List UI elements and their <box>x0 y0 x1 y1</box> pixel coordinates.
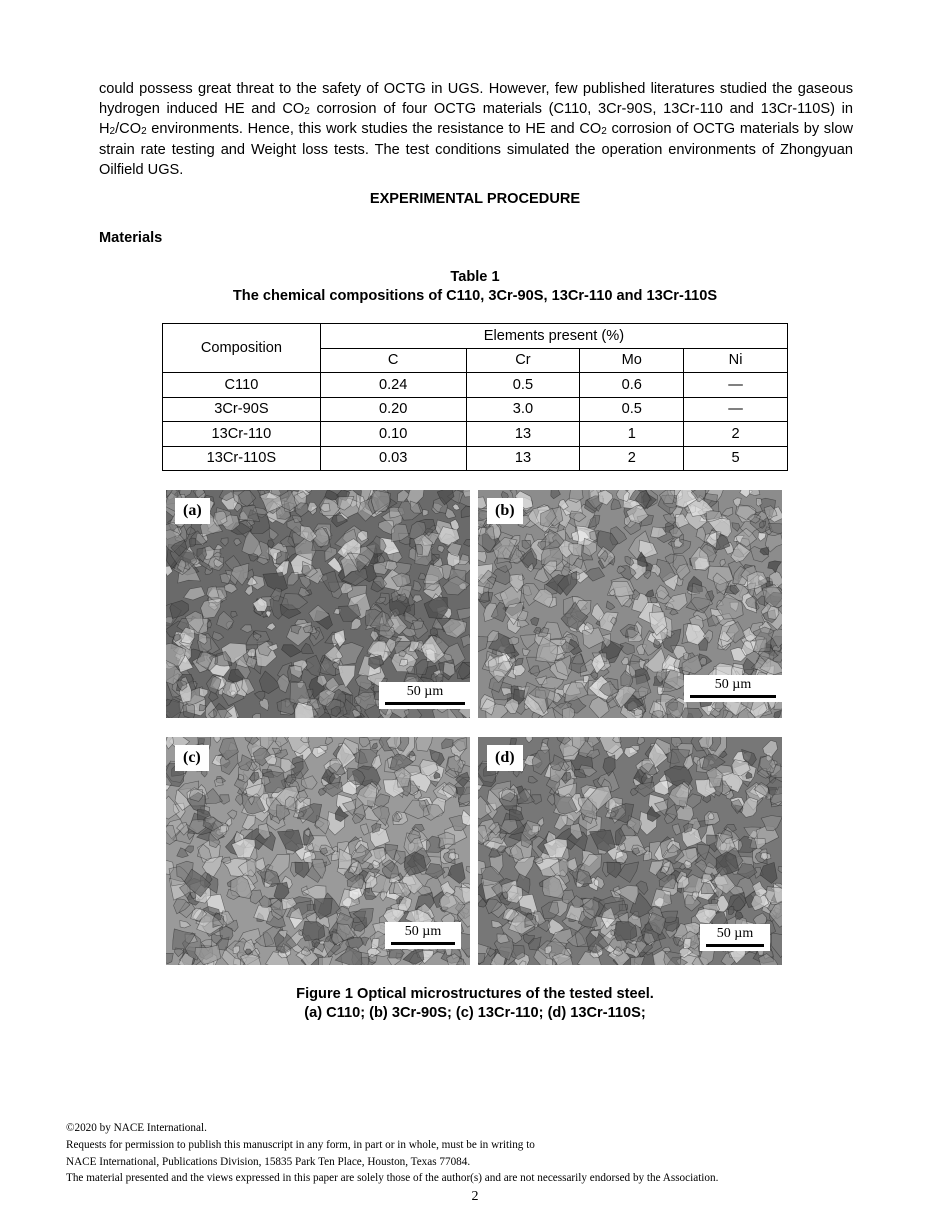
micrograph-b <box>478 490 782 718</box>
cell-c: 0.03 <box>320 446 466 471</box>
footer <box>66 1120 718 1187</box>
figure-caption <box>0 985 950 1023</box>
row-name: 13Cr-110S <box>163 446 321 471</box>
cell-c: 0.20 <box>320 397 466 422</box>
cell-cr: 13 <box>466 446 580 471</box>
panel-label-d: (d) <box>487 745 523 771</box>
scale-bar-c <box>385 922 461 949</box>
micrograph-a <box>166 490 470 718</box>
header-mo: Mo <box>580 348 684 373</box>
footer-disclaimer: The material presented and the views expressed in this paper are solely those of the author(s) and are not necessarily endorsed by the Association. <box>66 1172 719 1185</box>
footer-permission: Requests for permission to publish this manuscript in any form, in part or in whole, must be in writing to <box>66 1138 535 1151</box>
intro-paragraph: could possess great threat to the safety of OCTG in UGS. However, few published literatures studied the gaseous hydrogen induced HE and $CO_2$ corrosion of four OCTG materials (C110, 3Cr-90S, 13Cr-110 and 13Cr-110S) in $H_2/CO_2$ environments. Hence, this work studies the resistance to HE and $CO_2$ corrosion of OCTG materials by slow strain rate testing and Weight loss tests. The test conditions simulated the operation environments of Zhongyuan Oilfield UGS. <box>99 81 853 178</box>
scale-bar-b-line <box>690 695 776 698</box>
table-header-row <box>163 324 788 349</box>
table-title: The chemical compositions of C110, 3Cr-90S, 13Cr-110 and 13Cr-110S <box>232 288 718 304</box>
scale-bar-b <box>684 675 782 702</box>
header-elements-present: Elements present (%) <box>320 324 787 349</box>
cell-mo: 2 <box>580 446 684 471</box>
header-ni: Ni <box>684 348 788 373</box>
row-name: 3Cr-90S <box>163 397 321 422</box>
table-row <box>163 446 788 471</box>
figure-caption-line1: Figure 1 Optical microstructures of the tested steel. <box>296 986 654 1002</box>
scale-bar-b-text: 50 µm <box>714 677 752 692</box>
panel-label-b: (b) <box>487 498 523 524</box>
cell-ni: 2 <box>684 422 788 447</box>
scale-bar-c-text: 50 µm <box>404 924 442 939</box>
table-label: Table 1 <box>450 269 500 285</box>
row-name: C110 <box>163 373 321 398</box>
scale-bar-c-line <box>391 942 455 945</box>
cell-ni: — <box>684 397 788 422</box>
cell-ni: — <box>684 373 788 398</box>
scale-bar-a-line <box>385 702 465 705</box>
scale-bar-d-text: 50 µm <box>716 926 754 941</box>
cell-c: 0.10 <box>320 422 466 447</box>
cell-cr: 0.5 <box>466 373 580 398</box>
scale-bar-d <box>700 924 770 951</box>
cell-cr: 13 <box>466 422 580 447</box>
subsection-heading: Materials <box>99 230 163 246</box>
panel-label-c: (c) <box>175 745 209 771</box>
section-heading: EXPERIMENTAL PROCEDURE <box>369 191 581 207</box>
micrograph-d <box>478 737 782 965</box>
composition-table <box>162 323 788 471</box>
scale-bar-a <box>379 682 470 709</box>
cell-mo: 0.6 <box>580 373 684 398</box>
header-cr: Cr <box>466 348 580 373</box>
header-c: C <box>320 348 466 373</box>
table-row <box>163 373 788 398</box>
figure-caption-line2: (a) C110; (b) 3Cr-90S; (c) 13Cr-110; (d) 13Cr-110S; <box>304 1005 646 1021</box>
cell-mo: 0.5 <box>580 397 684 422</box>
footer-address: NACE International, Publications Division, 15835 Park Ten Place, Houston, Texas 77084. <box>66 1155 471 1168</box>
panel-label-a: (a) <box>175 498 210 524</box>
table-row <box>163 397 788 422</box>
cell-cr: 3.0 <box>466 397 580 422</box>
table-caption <box>0 268 950 306</box>
cell-mo: 1 <box>580 422 684 447</box>
micrograph-c <box>166 737 470 965</box>
page-number: 2 <box>471 1189 479 1204</box>
scale-bar-a-text: 50 µm <box>406 684 444 699</box>
header-composition: Composition <box>163 324 321 373</box>
scale-bar-d-line <box>706 944 764 947</box>
cell-c: 0.24 <box>320 373 466 398</box>
row-name: 13Cr-110 <box>163 422 321 447</box>
footer-copyright: ©2020 by NACE International. <box>66 1122 207 1134</box>
cell-ni: 5 <box>684 446 788 471</box>
table-row <box>163 422 788 447</box>
